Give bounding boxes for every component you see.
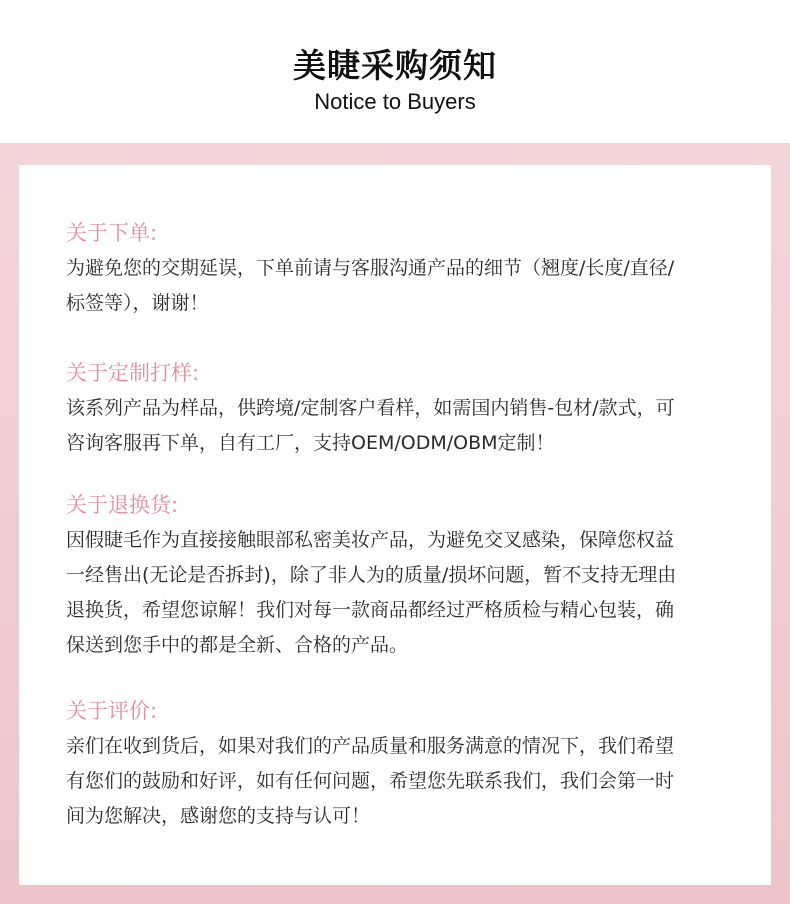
section-text-line: 因假睫毛作为直接接触眼部私密美妆产品，为避免交叉感染，保障您权益 [66,529,675,551]
section-body [66,391,756,461]
section-custom-samples [66,357,756,461]
section-reviews [66,695,756,834]
section-ordering [66,217,756,321]
page-title: 美睫采购须知 [293,46,497,85]
section-text-line: 保送到您手中的都是全新、合格的产品。 [66,634,409,656]
notice-frame [0,143,790,904]
section-returns [66,489,756,663]
section-text-line: 一经售出(无论是否拆封)，除了非人为的质量/损坏问题，暂不支持无理由 [66,564,677,586]
page-header [0,0,790,143]
section-body [66,251,756,321]
section-text-line: 该系列产品为样品，供跨境/定制客户看样，如需国内销售-包材/款式，可 [66,397,675,419]
section-body [66,729,756,834]
section-text-line: 有您们的鼓励和好评，如有任何问题，希望您先联系我们，我们会第一时 [66,770,675,792]
section-body [66,523,756,663]
section-text-line: 为避免您的交期延误，下单前请与客服沟通产品的细节（翘度/长度/直径/ [66,257,675,279]
section-text-line: 咨询客服再下单，自有工厂，支持OEM/ODM/OBM定制！ [66,432,555,454]
notice-card [19,165,771,885]
page-subtitle: Notice to Buyers [314,89,476,114]
section-title: 关于定制打样: [66,361,200,385]
section-text-line: 退换货，希望您谅解！我们对每一款商品都经过严格质检与精心包装，确 [66,599,675,621]
section-title: 关于评价: [66,699,158,723]
section-text-line: 间为您解决，感谢您的支持与认可！ [66,805,371,827]
section-text-line: 标签等），谢谢！ [66,292,209,314]
section-title: 关于退换货: [66,493,179,517]
section-title: 关于下单: [66,221,158,245]
section-text-line: 亲们在收到货后，如果对我们的产品质量和服务满意的情况下，我们希望 [66,735,675,757]
